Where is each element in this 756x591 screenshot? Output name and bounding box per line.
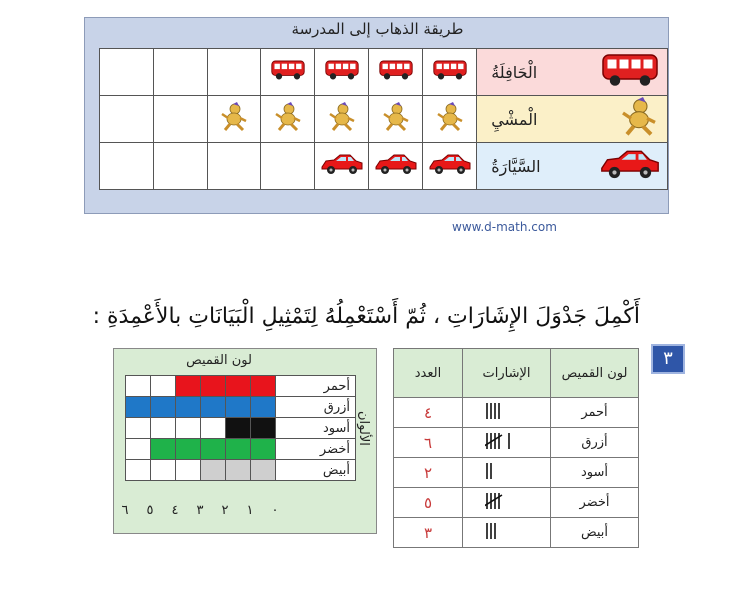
bar-category-label: أزرق xyxy=(276,397,356,418)
bar-category-label: أسود xyxy=(276,418,356,439)
tally-count: ٥ xyxy=(394,488,463,518)
tally-row xyxy=(394,458,639,488)
pictograph-label: الْمشْيِ xyxy=(491,109,538,129)
bar-cell-filled xyxy=(176,376,201,397)
bar-cell-filled xyxy=(201,439,226,460)
tally-count: ٢ xyxy=(394,458,463,488)
empty-cell xyxy=(100,143,154,190)
instruction-text: أَكْمِلَ جَدْوَلَ الإِشَارَاتِ ، ثُمّ أَسْتَعْمِلُهُ لِتَمْثِيلِ الْبَيَانَاتِ بالأَعْمِدَةِ : xyxy=(92,304,640,329)
bar-cell-empty xyxy=(151,460,176,481)
bar-row xyxy=(126,418,356,439)
walk-icon xyxy=(423,96,477,143)
pictograph-grid xyxy=(99,48,668,190)
tally-color-name: أحمر xyxy=(551,398,639,428)
x-axis-tick-label: ٣ xyxy=(196,503,204,518)
x-axis-tick-label: ١ xyxy=(246,503,254,518)
bar-row xyxy=(126,397,356,418)
bus-large-icon xyxy=(599,52,661,92)
pictograph-row-walk xyxy=(100,96,668,143)
car-large-icon xyxy=(599,146,661,186)
walk-icon xyxy=(315,96,369,143)
tally-header-marks: الإشارات xyxy=(463,349,551,398)
pictograph-label-cell xyxy=(477,143,668,190)
empty-cell xyxy=(153,96,207,143)
bar-cell-empty xyxy=(176,418,201,439)
bar-cell-empty xyxy=(126,460,151,481)
bar-cell-empty xyxy=(126,418,151,439)
x-axis-ticks xyxy=(121,503,279,519)
tally-marks xyxy=(463,428,551,458)
bar-cell-filled xyxy=(226,376,251,397)
x-axis-tick-label: ٠ xyxy=(271,503,279,518)
bar-category-label: أخضر xyxy=(276,439,356,460)
empty-cell xyxy=(100,49,154,96)
empty-cell xyxy=(207,49,261,96)
tally-color-name: أسود xyxy=(551,458,639,488)
tally-row xyxy=(394,518,639,548)
pictograph-label-cell xyxy=(477,96,668,143)
tally-row xyxy=(394,428,639,458)
walk-large-icon xyxy=(617,97,661,141)
bar-cell-filled xyxy=(226,418,251,439)
bar-cell-empty xyxy=(126,439,151,460)
bar-cell-empty xyxy=(126,376,151,397)
tally-color-name: أبيض xyxy=(551,518,639,548)
bar-category-label: أبيض xyxy=(276,460,356,481)
bar-cell-filled xyxy=(251,418,276,439)
tally-header-count: العدد xyxy=(394,349,463,398)
bar-cell-filled xyxy=(251,376,276,397)
question-number-badge: ٣ xyxy=(651,344,685,374)
tally-count: ٦ xyxy=(394,428,463,458)
bar-cell-empty xyxy=(151,418,176,439)
website-link[interactable]: www.d-math.com xyxy=(452,220,557,234)
bar-cell-filled xyxy=(226,439,251,460)
bar-graph-grid xyxy=(125,375,356,481)
chart-title: لون القميص xyxy=(186,353,252,368)
bus-icon xyxy=(315,49,369,96)
x-axis-tick-label: ٢ xyxy=(221,503,229,518)
bar-cell-filled xyxy=(251,439,276,460)
tally-header-color: لون القميص xyxy=(551,349,639,398)
bar-row xyxy=(126,439,356,460)
tally-count: ٤ xyxy=(394,398,463,428)
bar-row xyxy=(126,460,356,481)
bar-cell-filled xyxy=(251,460,276,481)
bar-cell-filled xyxy=(226,460,251,481)
empty-cell xyxy=(153,49,207,96)
tally-row xyxy=(394,488,639,518)
pictograph-label: السَّيَّارَةُ xyxy=(491,156,541,176)
bar-cell-empty xyxy=(151,376,176,397)
bar-cell-filled xyxy=(126,397,151,418)
y-axis-label: الألوان xyxy=(356,411,371,446)
pictograph-row-car xyxy=(100,143,668,190)
empty-cell xyxy=(153,143,207,190)
bar-category-label: أحمر xyxy=(276,376,356,397)
tally-table xyxy=(393,348,639,548)
empty-cell xyxy=(207,143,261,190)
walk-icon xyxy=(207,96,261,143)
pictograph-panel xyxy=(84,17,669,214)
bar-cell-filled xyxy=(201,397,226,418)
bar-cell-filled xyxy=(151,439,176,460)
tally-marks xyxy=(463,518,551,548)
tally-color-name: أزرق xyxy=(551,428,639,458)
pictograph-title: طريقة الذهاب إلى المدرسة xyxy=(291,20,464,38)
bar-cell-filled xyxy=(176,439,201,460)
x-axis-tick-label: ٦ xyxy=(121,503,129,518)
bus-icon xyxy=(369,49,423,96)
bar-cell-filled xyxy=(151,397,176,418)
bar-cell-filled xyxy=(251,397,276,418)
bar-cell-filled xyxy=(201,460,226,481)
bus-icon xyxy=(423,49,477,96)
tally-marks xyxy=(463,458,551,488)
x-axis-tick-label: ٥ xyxy=(146,503,154,518)
pictograph-row-bus xyxy=(100,49,668,96)
walk-icon xyxy=(261,96,315,143)
pictograph-label: الْحَافِلَةُ xyxy=(491,62,538,82)
tally-color-name: أخضر xyxy=(551,488,639,518)
bar-cell-filled xyxy=(226,397,251,418)
bar-row xyxy=(126,376,356,397)
bar-cell-empty xyxy=(176,460,201,481)
bus-icon xyxy=(261,49,315,96)
empty-cell xyxy=(100,96,154,143)
car-icon xyxy=(315,143,369,190)
car-icon xyxy=(423,143,477,190)
tally-row xyxy=(394,398,639,428)
pictograph-label-cell xyxy=(477,49,668,96)
bar-cell-filled xyxy=(176,397,201,418)
tally-count: ٣ xyxy=(394,518,463,548)
bar-cell-empty xyxy=(201,418,226,439)
empty-cell xyxy=(261,143,315,190)
x-axis-tick-label: ٤ xyxy=(171,503,179,518)
tally-marks xyxy=(463,398,551,428)
tally-marks xyxy=(463,488,551,518)
walk-icon xyxy=(369,96,423,143)
car-icon xyxy=(369,143,423,190)
bar-graph-panel xyxy=(113,348,377,534)
bar-cell-filled xyxy=(201,376,226,397)
